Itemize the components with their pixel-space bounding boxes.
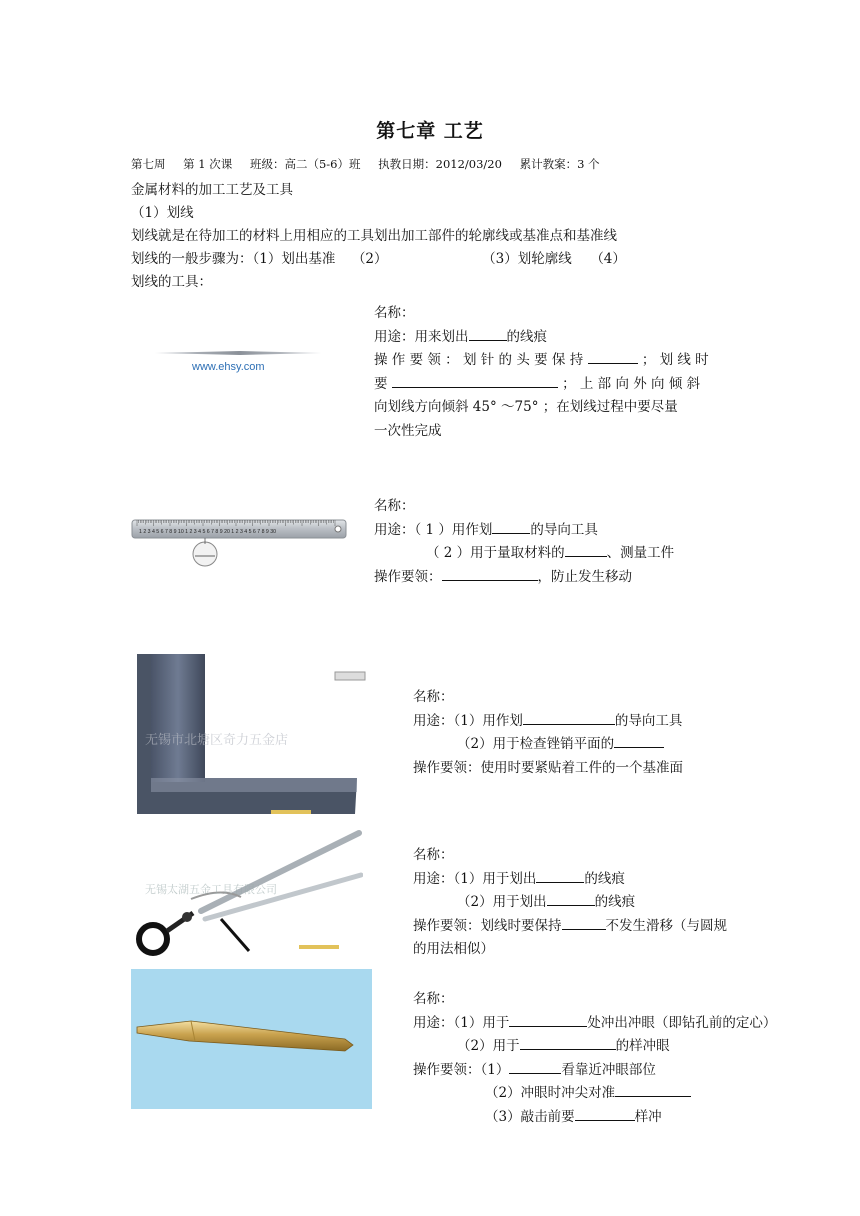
section-heading: （1）划线 — [131, 205, 194, 221]
meta-lesson: 第 1 次课 — [183, 157, 233, 171]
ruler-numbers: 1 2 3 4 5 6 7 8 9 10 1 2 3 4 5 6 7 8 9 20 1 2 3 4 5 6 7 8 9 30 — [139, 529, 277, 535]
steps-line — [131, 247, 626, 267]
center-punch-image — [131, 969, 372, 1109]
meta-class: 班级：高二（5-6）班 — [249, 157, 361, 171]
tool3-description — [413, 686, 743, 780]
tool2-name: 名称： — [374, 498, 415, 514]
meta-week: 第七周 — [131, 157, 166, 171]
tool5-op3: （3）敲击前要 样冲 — [413, 1106, 833, 1130]
blank[interactable] — [520, 1035, 616, 1050]
step-3: （3）划轮廓线 — [482, 251, 572, 267]
tool1-op-line3: 向划线方向倾斜 45° ～75° ；在划线过程中要尽量 — [374, 399, 678, 415]
blank[interactable] — [392, 373, 558, 388]
try-square-image — [131, 654, 375, 816]
tool1-op-line1: 操 作 要 领 ： 划 针 的 头 要 保 持 ； 划 线 时 — [374, 349, 718, 373]
ruler-hole — [335, 526, 341, 532]
step-4: （4） — [590, 251, 626, 267]
blank[interactable] — [536, 868, 584, 883]
blank[interactable] — [547, 891, 595, 906]
tool1-use: 用途：用来划出 的线痕 — [374, 326, 718, 350]
tool1-name: 名称： — [374, 305, 415, 321]
tool5-description — [413, 988, 833, 1129]
meta-date: 执教日期：2012/03/20 — [378, 157, 502, 171]
tool3-op: 操作要领：使用时要紧贴着工件的一个基准面 — [413, 759, 683, 776]
tool4-use2: （2）用于划出 的线痕 — [413, 891, 773, 915]
tool2-description — [374, 495, 724, 589]
blank[interactable] — [588, 349, 638, 364]
tool1-op-line4: 一次性完成 — [374, 422, 442, 439]
page-title: 第七章 工艺 — [376, 120, 484, 142]
step-2: （2） — [351, 251, 388, 267]
tool4-use1: 用途：（1）用于划出 的线痕 — [413, 868, 773, 892]
tool3-name: 名称： — [413, 689, 454, 705]
step-1: 划线的一般步骤为：（1）划出基准 — [131, 251, 336, 267]
steel-ruler-image — [131, 519, 353, 569]
definition-text: 划线就是在待加工的材料上用相应的工具划出加工部件的轮廓线或基准点和基准线 — [131, 228, 617, 244]
tool4-description — [413, 844, 773, 962]
meta-count: 累计教案：3 个 — [519, 157, 600, 171]
tool1-description — [374, 302, 718, 443]
tool5-op1: 操作要领：（1） 看靠近冲眼部位 — [413, 1059, 833, 1083]
blank[interactable] — [523, 710, 615, 725]
lesson-meta — [131, 156, 614, 172]
tool1-op-line2: 要 ； 上 部 向 外 向 倾 斜 — [374, 373, 718, 397]
topic-heading: 金属材料的加工工艺及工具 — [131, 182, 293, 198]
tool2-use1: 用途：（ 1 ）用作划 的导向工具 — [374, 519, 724, 543]
divider-watermark: 无锡太湖五金工具有限公司 — [145, 884, 277, 896]
tool5-use2: （2）用于 的样冲眼 — [413, 1035, 833, 1059]
tool3-use2: （2）用于检查锉销平面的 — [413, 733, 743, 757]
divider-image — [131, 827, 363, 957]
blank[interactable] — [509, 1059, 561, 1074]
tool4-op2: 的用法相似） — [413, 941, 494, 957]
blank[interactable] — [615, 1082, 691, 1097]
tools-heading: 划线的工具： — [131, 274, 212, 290]
tool3-use1: 用途：（1）用作划 的导向工具 — [413, 710, 743, 734]
scriber-image — [150, 342, 330, 382]
tool4-op1: 操作要领：划线时要保持 不发生滑移（与圆规 — [413, 915, 773, 939]
ruler-magnifier — [193, 542, 217, 566]
tool5-name: 名称： — [413, 991, 454, 1007]
tool2-use2: （ 2 ）用于量取材料的 、测量工件 — [374, 542, 724, 566]
blank[interactable] — [442, 566, 538, 581]
blank[interactable] — [614, 733, 664, 748]
blank[interactable] — [575, 1106, 635, 1121]
tool4-name: 名称： — [413, 847, 454, 863]
blank[interactable] — [492, 519, 530, 534]
try-square-stock — [151, 654, 205, 782]
scriber-watermark: www.ehsy.com — [192, 361, 265, 373]
tool5-use1: 用途：（1）用于 处冲出冲眼（即钻孔前的定心） — [413, 1012, 833, 1036]
blank[interactable] — [469, 326, 507, 341]
blank[interactable] — [565, 542, 607, 557]
scriber-needle — [155, 351, 322, 355]
tool5-op2: （2）冲眼时冲尖对准 — [413, 1082, 833, 1106]
try-square-watermark: 无锡市北塘区奇力五金店 — [145, 732, 289, 747]
blank[interactable] — [562, 915, 606, 930]
tool2-op: 操作要领： ，防止发生移动 — [374, 566, 724, 590]
blank[interactable] — [509, 1012, 587, 1027]
